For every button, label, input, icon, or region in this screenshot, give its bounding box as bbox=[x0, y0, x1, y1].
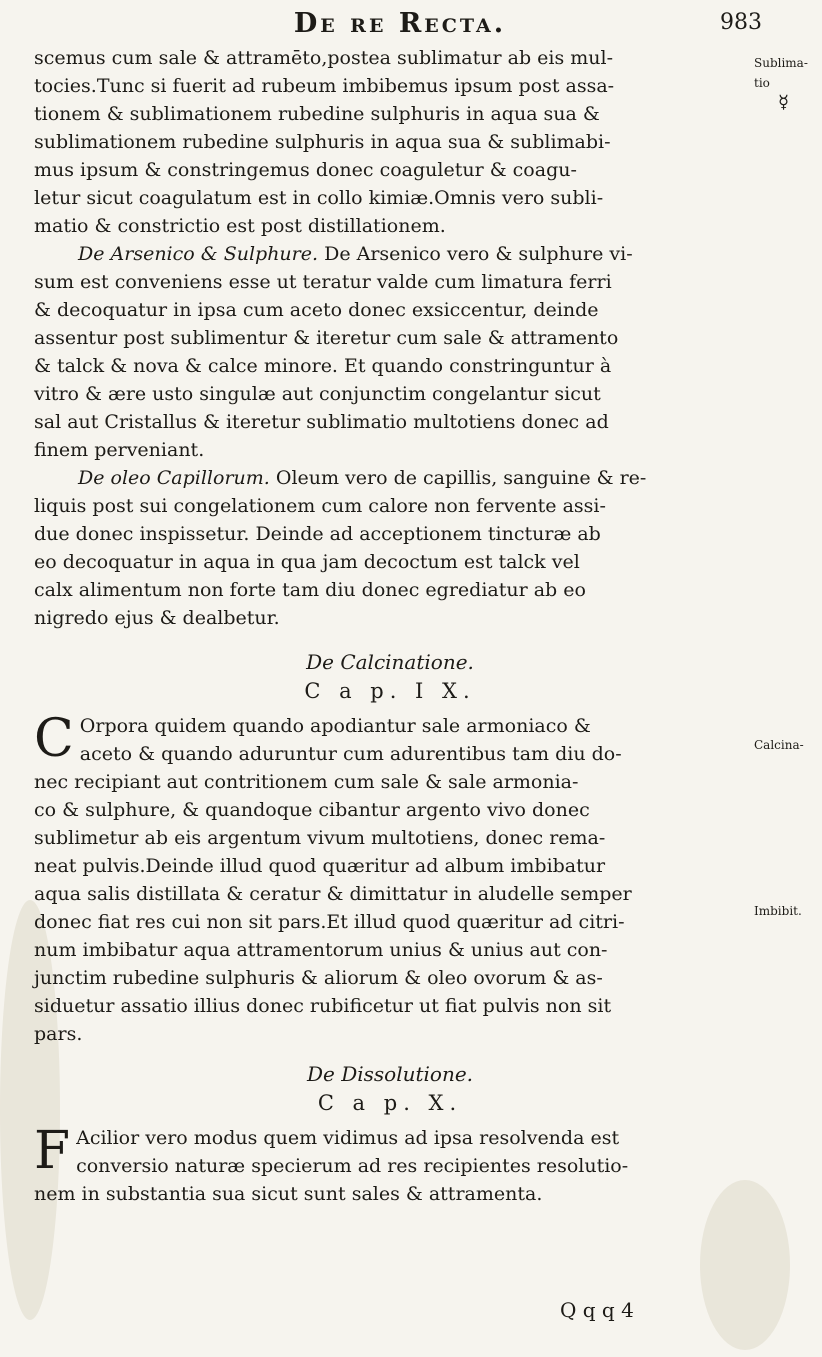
text-line: & talck & nova & calce minore. Et quando constringuntur à bbox=[34, 355, 612, 377]
text-line: neat pulvis.Deinde illud quod quæritur ad album imbibatur bbox=[34, 855, 606, 877]
text-line: assentur post sublimentur & iteretur cum sale & attramento bbox=[34, 327, 619, 349]
drop-cap: F bbox=[34, 1121, 71, 1181]
catchword: Q q q 4 bbox=[560, 1298, 634, 1322]
text-line: finem perveniant. bbox=[34, 439, 205, 461]
margin-note: Imbibit. bbox=[754, 904, 802, 918]
text-line: siduetur assatio illius donec rubificetur ut fiat pulvis non sit bbox=[34, 995, 612, 1017]
text-line: calx alimentum non forte tam diu donec egrediatur ab eo bbox=[34, 579, 586, 601]
text-line: co & sulphure, & quandoque cibantur argento vivo donec bbox=[34, 799, 590, 821]
text-line: sublimationem rubedine sulphuris in aqua sua & sublimabi- bbox=[34, 131, 611, 153]
margin-note: Sublima- bbox=[754, 56, 808, 70]
text-line: letur sicut coagulatum est in collo kimiæ.Omnis vero subli- bbox=[34, 187, 604, 209]
chapter-heading: C a p. X. bbox=[317, 1091, 463, 1115]
text-line: matio & constrictio est post distillationem. bbox=[34, 215, 446, 237]
text-line: conversio naturæ specierum ad res recipientes resolutio- bbox=[76, 1155, 629, 1177]
paragraph-lead: De Arsenico & Sulphure. bbox=[78, 243, 319, 265]
text-line: sublimetur ab eis argentum vivum multotiens, donec rema- bbox=[34, 827, 606, 849]
text-line: Acilior vero modus quem vidimus ad ipsa resolvenda est bbox=[76, 1127, 620, 1149]
text-line: Orpora quidem quando apodiantur sale armoniaco & bbox=[79, 715, 591, 737]
text-line: nec recipiant aut contritionem cum sale & sale armonia- bbox=[34, 771, 579, 793]
page-number: 983 bbox=[720, 10, 762, 35]
text-line: sum est conveniens esse ut teratur valde cum limatura ferri bbox=[34, 271, 612, 293]
section-title: De Dissolutione. bbox=[306, 1062, 474, 1086]
text-line: nigredo ejus & dealbetur. bbox=[34, 607, 280, 629]
text-line: De Arsenico vero & sulphure vi- bbox=[318, 243, 633, 265]
text-line: vitro & ære usto singulæ aut conjunctim congelantur sicut bbox=[34, 383, 601, 405]
text-line: Oleum vero de capillis, sanguine & re- bbox=[269, 467, 647, 489]
chapter-heading: C a p. I X. bbox=[304, 679, 476, 703]
mercury-symbol-icon: ☿ bbox=[778, 92, 790, 113]
paragraph-oil bbox=[34, 464, 746, 632]
drop-cap: C bbox=[34, 709, 74, 769]
paragraph-arsenic bbox=[34, 240, 746, 464]
text-line: scemus cum sale & attramēto,postea sublimatur ab eis mul- bbox=[34, 47, 614, 69]
text-line: tionem & sublimationem rubedine sulphuris in aqua sua & bbox=[34, 103, 600, 125]
section-title: De Calcinatione. bbox=[306, 650, 474, 674]
text-line: sal aut Cristallus & iteretur sublimatio multotiens donec ad bbox=[34, 411, 609, 433]
body-text bbox=[34, 44, 746, 1208]
section-calcination bbox=[34, 648, 746, 1048]
text-line: due donec inspissetur. Deinde ad acceptionem tincturæ ab bbox=[34, 523, 601, 545]
text-line: nem in substantia sua sicut sunt sales & attramenta. bbox=[34, 1183, 543, 1205]
paragraph-lead: De oleo Capillorum. bbox=[78, 467, 270, 489]
text-line: pars. bbox=[34, 1023, 83, 1045]
text-line: num imbibatur aqua attramentorum unius & unius aut con- bbox=[34, 939, 608, 961]
text-line: donec fiat res cui non sit pars.Et illud quod quæritur ad citri- bbox=[34, 911, 625, 933]
text-line: aqua salis distillata & ceratur & dimittatur in aludelle semper bbox=[34, 883, 632, 905]
paragraph-sublimation bbox=[34, 44, 746, 240]
text-line: liquis post sui congelationem cum calore non fervente assi- bbox=[34, 495, 606, 517]
text-line: junctim rubedine sulphuris & aliorum & oleo ovorum & as- bbox=[34, 967, 603, 989]
running-head bbox=[0, 6, 800, 40]
margin-note: tio bbox=[754, 76, 770, 90]
text-line: eo decoquatur in aqua in qua jam decoctum est talck vel bbox=[34, 551, 580, 573]
margin-note: Calcina- bbox=[754, 738, 804, 752]
text-line: mus ipsum & constringemus donec coaguletur & coagu- bbox=[34, 159, 577, 181]
text-line: aceto & quando aduruntur cum adurentibus tam diu do- bbox=[79, 743, 622, 765]
text-line: tocies.Tunc si fuerit ad rubeum imbibemus ipsum post assa- bbox=[34, 75, 615, 97]
section-dissolution bbox=[34, 1060, 746, 1208]
text-line: & decoquatur in ipsa cum aceto donec exsiccentur, deinde bbox=[34, 299, 599, 321]
running-head-title: De re Recta. bbox=[293, 8, 507, 39]
